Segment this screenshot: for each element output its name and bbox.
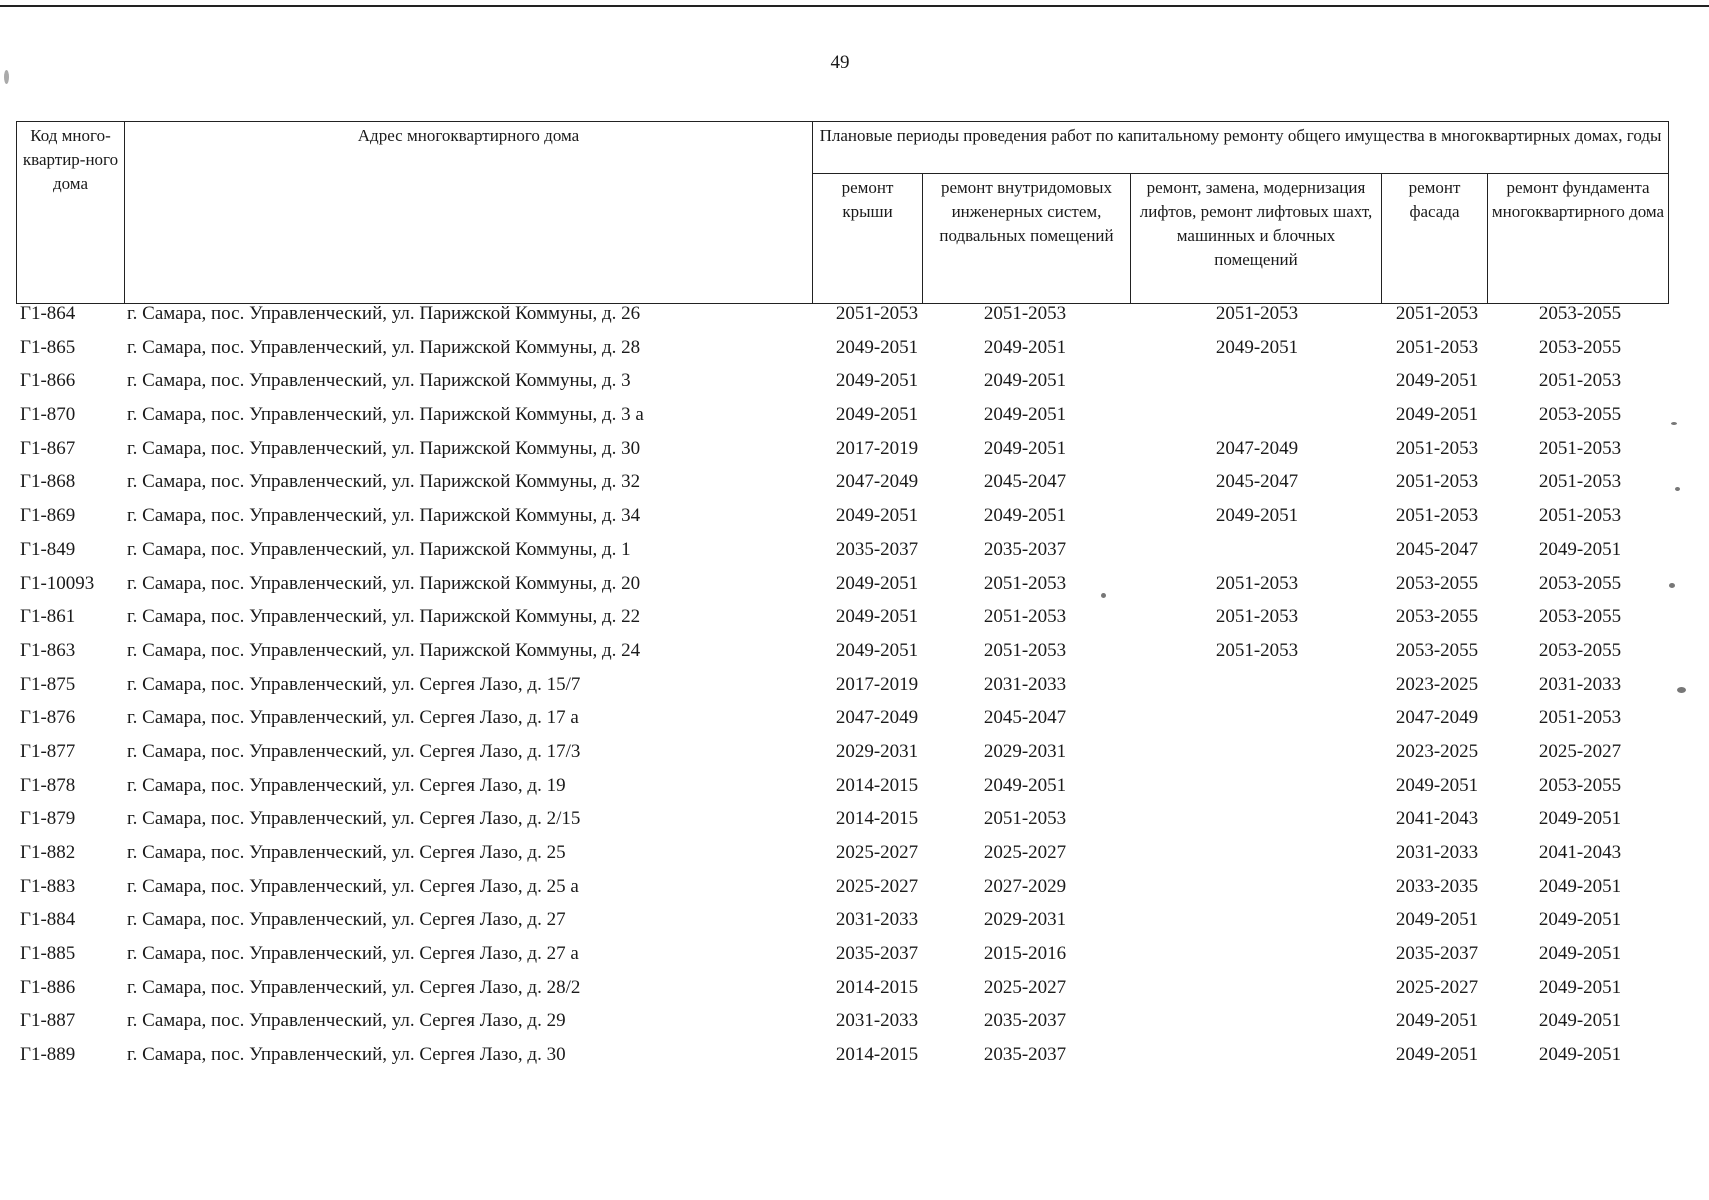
row-address: г. Самара, пос. Управленческий, ул. Парижской Коммуны, д. 26 — [127, 303, 641, 324]
row-roof: 2031-2033 — [835, 909, 919, 931]
row-address: г. Самара, пос. Управленческий, ул. Парижской Коммуны, д. 3 а — [127, 404, 644, 426]
row-engineering: 2049-2051 — [983, 370, 1067, 392]
row-engineering: 2035-2037 — [983, 538, 1067, 560]
row-engineering: 2051-2053 — [983, 808, 1067, 830]
table-row — [0, 1010, 1709, 1044]
header-address: Адрес многоквартирного дома — [125, 122, 813, 304]
row-facade: 2033-2035 — [1395, 875, 1479, 897]
row-code: Г1-10093 — [20, 572, 95, 594]
row-code: Г1-861 — [20, 606, 76, 628]
row-foundation: 2049-2051 — [1538, 976, 1622, 998]
row-foundation: 2051-2053 — [1538, 707, 1622, 729]
row-roof: 2035-2037 — [835, 943, 919, 965]
row-foundation: 2053-2055 — [1538, 303, 1622, 324]
row-facade: 2049-2051 — [1395, 774, 1479, 796]
row-code: Г1-884 — [20, 909, 76, 931]
row-foundation: 2049-2051 — [1538, 808, 1622, 830]
table-row — [0, 674, 1709, 708]
row-foundation: 2051-2053 — [1538, 471, 1622, 493]
row-address: г. Самара, пос. Управленческий, ул. Сергея Лазо, д. 28/2 — [127, 976, 581, 998]
header-code: Код много-квартир-ного дома — [17, 122, 125, 304]
row-engineering: 2035-2037 — [983, 1044, 1067, 1066]
header-periods-title: Плановые периоды проведения работ по капитальному ремонту общего имущества в многоквартирных домах, годы — [813, 122, 1669, 174]
row-facade: 2049-2051 — [1395, 1044, 1479, 1066]
scan-speck — [1675, 487, 1680, 491]
table-row — [0, 640, 1709, 674]
row-code: Г1-875 — [20, 673, 76, 695]
row-foundation: 2049-2051 — [1538, 875, 1622, 897]
row-facade: 2051-2053 — [1395, 303, 1479, 324]
row-roof: 2049-2051 — [835, 505, 919, 527]
row-code: Г1-879 — [20, 808, 76, 830]
table-row — [0, 1044, 1709, 1078]
row-roof: 2031-2033 — [835, 1010, 919, 1032]
row-facade: 2023-2025 — [1395, 740, 1479, 762]
row-foundation: 2053-2055 — [1538, 404, 1622, 426]
row-address: г. Самара, пос. Управленческий, ул. Парижской Коммуны, д. 28 — [127, 336, 641, 358]
row-foundation: 2049-2051 — [1538, 1010, 1622, 1032]
row-address: г. Самара, пос. Управленческий, ул. Сергея Лазо, д. 29 — [127, 1010, 566, 1032]
row-foundation: 2041-2043 — [1538, 842, 1622, 863]
row-facade: 2051-2053 — [1395, 437, 1479, 459]
row-foundation: 2049-2051 — [1538, 943, 1622, 965]
row-roof: 2049-2051 — [835, 370, 919, 392]
row-facade: 2041-2043 — [1395, 808, 1479, 830]
row-facade: 2051-2053 — [1395, 336, 1479, 358]
header-col-roof: ремонт крыши — [813, 174, 923, 304]
row-facade: 2045-2047 — [1395, 538, 1479, 560]
row-facade: 2053-2055 — [1395, 606, 1479, 628]
row-engineering: 2049-2051 — [983, 437, 1067, 459]
row-engineering: 2035-2037 — [983, 1010, 1067, 1032]
table-row — [0, 438, 1709, 472]
row-facade: 2035-2037 — [1395, 943, 1479, 965]
row-facade: 2053-2055 — [1395, 572, 1479, 594]
row-address: г. Самара, пос. Управленческий, ул. Сергея Лазо, д. 27 — [127, 909, 566, 931]
scan-speck — [1101, 593, 1106, 598]
row-code: Г1-877 — [20, 740, 76, 762]
row-address: г. Самара, пос. Управленческий, ул. Сергея Лазо, д. 17/3 — [127, 740, 581, 762]
row-engineering: 2051-2053 — [983, 606, 1067, 628]
row-facade: 2049-2051 — [1395, 404, 1479, 426]
row-foundation: 2049-2051 — [1538, 1044, 1622, 1066]
table-row — [0, 707, 1709, 741]
header-col-elevators: ремонт, замена, модернизация лифтов, ремонт лифтовых шахт, машинных и блочных помещений — [1131, 174, 1382, 304]
row-address: г. Самара, пос. Управленческий, ул. Сергея Лазо, д. 2/15 — [127, 808, 581, 830]
page-number: 49 — [830, 52, 850, 73]
row-engineering: 2051-2053 — [983, 303, 1067, 324]
row-elevators: 2045-2047 — [1215, 471, 1299, 493]
table-row — [0, 876, 1709, 910]
table-row — [0, 370, 1709, 404]
row-facade: 2049-2051 — [1395, 1010, 1479, 1032]
row-roof: 2047-2049 — [835, 707, 919, 729]
row-roof: 2049-2051 — [835, 606, 919, 628]
table-row — [0, 606, 1709, 640]
table-row — [0, 573, 1709, 607]
row-elevators: 2051-2053 — [1215, 606, 1299, 628]
table-header — [16, 121, 1669, 304]
row-roof: 2049-2051 — [835, 572, 919, 594]
row-address: г. Самара, пос. Управленческий, ул. Сергея Лазо, д. 15/7 — [127, 673, 581, 695]
row-roof: 2014-2015 — [835, 976, 919, 998]
row-engineering: 2031-2033 — [983, 673, 1067, 695]
row-engineering: 2025-2027 — [983, 842, 1067, 863]
row-address: г. Самара, пос. Управленческий, ул. Парижской Коммуны, д. 3 — [127, 370, 631, 392]
table-row — [0, 842, 1709, 876]
table-row — [0, 539, 1709, 573]
row-code: Г1-887 — [20, 1010, 76, 1032]
row-facade: 2051-2053 — [1395, 471, 1479, 493]
header-col-facade: ремонт фасада — [1382, 174, 1488, 304]
table-row — [0, 909, 1709, 943]
row-engineering: 2045-2047 — [983, 471, 1067, 493]
row-code: Г1-885 — [20, 943, 76, 965]
row-foundation: 2051-2053 — [1538, 370, 1622, 392]
row-roof: 2049-2051 — [835, 336, 919, 358]
row-foundation: 2053-2055 — [1538, 606, 1622, 628]
row-foundation: 2053-2055 — [1538, 774, 1622, 796]
row-engineering: 2049-2051 — [983, 774, 1067, 796]
table-row — [0, 808, 1709, 842]
row-foundation: 2025-2027 — [1538, 740, 1622, 762]
row-code: Г1-864 — [20, 303, 76, 324]
row-foundation: 2049-2051 — [1538, 909, 1622, 931]
row-foundation: 2031-2033 — [1538, 673, 1622, 695]
row-roof: 2025-2027 — [835, 842, 919, 863]
row-address: г. Самара, пос. Управленческий, ул. Парижской Коммуны, д. 34 — [127, 505, 641, 527]
top-rule — [0, 5, 1709, 7]
row-roof: 2029-2031 — [835, 740, 919, 762]
row-roof: 2049-2051 — [835, 639, 919, 661]
row-facade: 2049-2051 — [1395, 370, 1479, 392]
row-roof: 2047-2049 — [835, 471, 919, 493]
row-engineering: 2045-2047 — [983, 707, 1067, 729]
row-engineering: 2025-2027 — [983, 976, 1067, 998]
row-facade: 2053-2055 — [1395, 639, 1479, 661]
table-row — [0, 741, 1709, 775]
row-code: Г1-866 — [20, 370, 76, 392]
table-row — [0, 505, 1709, 539]
row-facade: 2023-2025 — [1395, 673, 1479, 695]
row-engineering: 2049-2051 — [983, 336, 1067, 358]
table-row — [0, 775, 1709, 809]
table-row — [0, 337, 1709, 371]
row-roof: 2017-2019 — [835, 437, 919, 459]
row-code: Г1-867 — [20, 437, 76, 459]
scan-speck — [1677, 687, 1686, 693]
row-code: Г1-889 — [20, 1044, 76, 1066]
row-engineering: 2029-2031 — [983, 740, 1067, 762]
row-code: Г1-865 — [20, 336, 76, 358]
table-body — [0, 303, 1709, 1078]
row-roof: 2014-2015 — [835, 1044, 919, 1066]
header-col-foundation: ремонт фундамента многоквартирного дома — [1488, 174, 1669, 304]
table-row — [0, 943, 1709, 977]
row-address: г. Самара, пос. Управленческий, ул. Сергея Лазо, д. 25 а — [127, 875, 579, 897]
row-code: Г1-849 — [20, 538, 76, 560]
row-facade: 2049-2051 — [1395, 909, 1479, 931]
row-roof: 2051-2053 — [835, 303, 919, 324]
row-foundation: 2053-2055 — [1538, 572, 1622, 594]
row-elevators: 2051-2053 — [1215, 639, 1299, 661]
row-address: г. Самара, пос. Управленческий, ул. Парижской Коммуны, д. 1 — [127, 538, 631, 560]
row-engineering: 2049-2051 — [983, 404, 1067, 426]
row-address: г. Самара, пос. Управленческий, ул. Парижской Коммуны, д. 32 — [127, 471, 641, 493]
row-facade: 2025-2027 — [1395, 976, 1479, 998]
row-facade: 2051-2053 — [1395, 505, 1479, 527]
row-code: Г1-868 — [20, 471, 76, 493]
row-code: Г1-863 — [20, 639, 76, 661]
header-col-engineering: ремонт внутридомовых инженерных систем, подвальных помещений — [923, 174, 1131, 304]
row-roof: 2025-2027 — [835, 875, 919, 897]
row-elevators: 2047-2049 — [1215, 437, 1299, 459]
row-code: Г1-882 — [20, 842, 76, 863]
row-elevators: 2049-2051 — [1215, 505, 1299, 527]
row-elevators: 2051-2053 — [1215, 572, 1299, 594]
table-row — [0, 977, 1709, 1011]
row-elevators: 2051-2053 — [1215, 303, 1299, 324]
row-address: г. Самара, пос. Управленческий, ул. Парижской Коммуны, д. 30 — [127, 437, 641, 459]
row-code: Г1-870 — [20, 404, 76, 426]
row-engineering: 2029-2031 — [983, 909, 1067, 931]
table-row — [0, 303, 1709, 337]
row-code: Г1-878 — [20, 774, 76, 796]
row-roof: 2049-2051 — [835, 404, 919, 426]
row-foundation: 2049-2051 — [1538, 538, 1622, 560]
row-foundation: 2053-2055 — [1538, 336, 1622, 358]
scan-speck — [4, 70, 9, 84]
row-address: г. Самара, пос. Управленческий, ул. Парижской Коммуны, д. 22 — [127, 606, 641, 628]
row-address: г. Самара, пос. Управленческий, ул. Сергея Лазо, д. 25 — [127, 842, 566, 863]
row-facade: 2031-2033 — [1395, 842, 1479, 863]
row-foundation: 2051-2053 — [1538, 505, 1622, 527]
scan-speck — [1669, 583, 1675, 588]
row-engineering: 2049-2051 — [983, 505, 1067, 527]
row-roof: 2014-2015 — [835, 774, 919, 796]
row-code: Г1-886 — [20, 976, 76, 998]
row-address: г. Самара, пос. Управленческий, ул. Сергея Лазо, д. 17 а — [127, 707, 579, 729]
row-elevators: 2049-2051 — [1215, 336, 1299, 358]
row-roof: 2014-2015 — [835, 808, 919, 830]
row-address: г. Самара, пос. Управленческий, ул. Парижской Коммуны, д. 24 — [127, 639, 641, 661]
row-foundation: 2053-2055 — [1538, 639, 1622, 661]
row-code: Г1-876 — [20, 707, 76, 729]
table-row — [0, 404, 1709, 438]
row-code: Г1-883 — [20, 875, 76, 897]
row-engineering: 2015-2016 — [983, 943, 1067, 965]
row-engineering: 2051-2053 — [983, 639, 1067, 661]
row-address: г. Самара, пос. Управленческий, ул. Сергея Лазо, д. 27 а — [127, 943, 579, 965]
row-code: Г1-869 — [20, 505, 76, 527]
row-roof: 2017-2019 — [835, 673, 919, 695]
row-address: г. Самара, пос. Управленческий, ул. Сергея Лазо, д. 19 — [127, 774, 566, 796]
row-address: г. Самара, пос. Управленческий, ул. Парижской Коммуны, д. 20 — [127, 572, 641, 594]
row-foundation: 2051-2053 — [1538, 437, 1622, 459]
row-engineering: 2027-2029 — [983, 875, 1067, 897]
row-address: г. Самара, пос. Управленческий, ул. Сергея Лазо, д. 30 — [127, 1044, 566, 1066]
table-row — [0, 471, 1709, 505]
row-engineering: 2051-2053 — [983, 572, 1067, 594]
scan-speck — [1671, 422, 1677, 425]
row-facade: 2047-2049 — [1395, 707, 1479, 729]
row-roof: 2035-2037 — [835, 538, 919, 560]
